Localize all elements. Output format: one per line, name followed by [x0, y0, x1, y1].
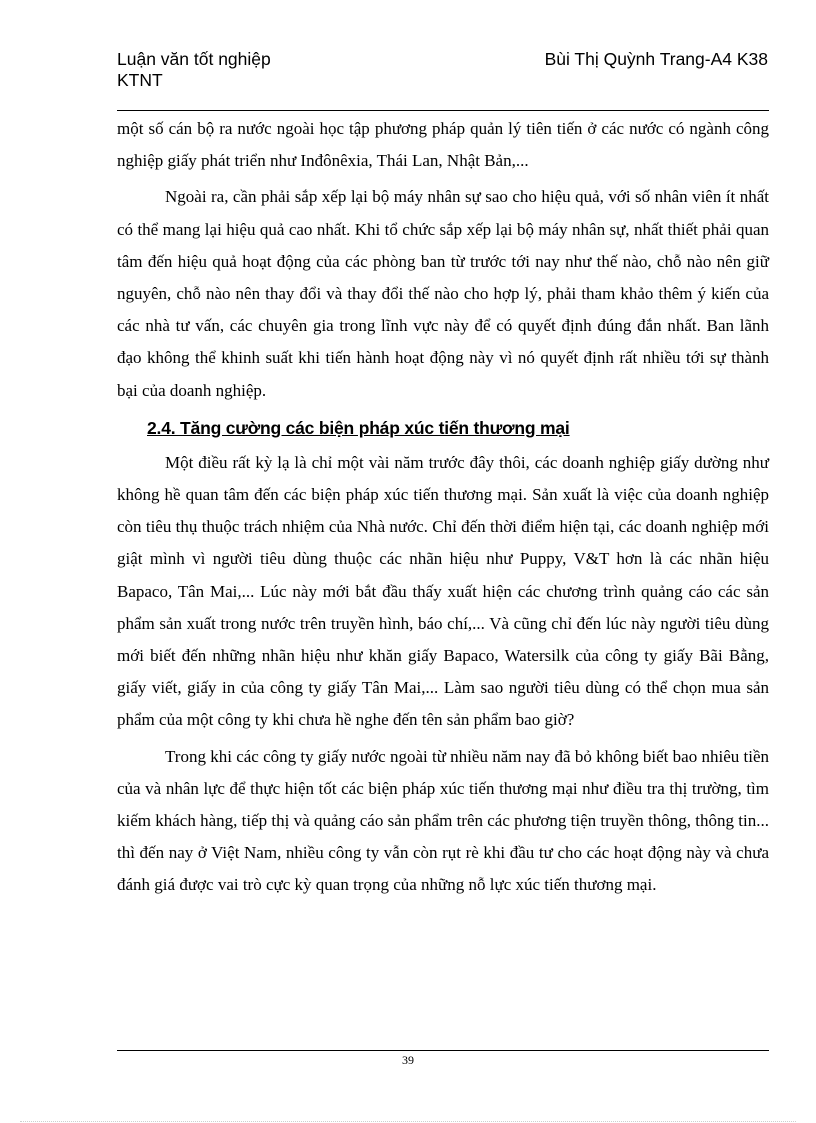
paragraph-personnel: Ngoài ra, cần phải sắp xếp lại bộ máy nhân sự sao cho hiệu quả, với số nhân viên ít nhất có thể mang lại hiệu quả cao nhất. Khi tổ chức sắp xếp lại bộ máy nhân sự, nhất thiết phải quan tâm đến hiệu quả hoạt động của các phòng ban từ trước tới nay như thế nào, chỗ nào nên giữ nguyên, chỗ nào nên thay đổi và thay đổi thế nào cho hợp lý, phải tham khảo thêm ý kiến của các nhà tư vấn, các chuyên gia trong lĩnh vực này để có quyết định đúng đắn nhất. Ban lãnh đạo không thể khinh suất khi tiến hành hoạt động này vì nó quyết định rất nhiều tới sự thành bại của doanh nghiệp. — [117, 187, 769, 400]
header-left — [117, 49, 377, 91]
header-faculty: KTNT — [117, 70, 163, 90]
body-text — [117, 113, 769, 902]
section-heading: 2.4. Tăng cường các biện pháp xúc tiến thương mại — [147, 417, 570, 438]
paragraph-foreign-companies: Trong khi các công ty giấy nước ngoài từ nhiều năm nay đã bỏ không biết bao nhiêu tiền của và nhân lực để thực hiện tốt các biện pháp xúc tiến thương mại như điều tra thị trường, tìm kiếm khách hàng, tiếp thị và quảng cáo sản phẩm trên các phương tiện truyền thông, thông tin... thì đến nay ở Việt Nam, nhiều công ty vẫn còn rụt rè khi đầu tư cho các hoạt động này và chưa đánh giá được vai trò cực kỳ quan trọng của những nỗ lực xúc tiến thương mại. — [117, 746, 769, 895]
footer-divider — [117, 1050, 769, 1051]
page-edge — [20, 1121, 796, 1122]
page-number: 39 — [402, 1053, 414, 1067]
header-author: Bùi Thị Quỳnh Trang-A4 K38 — [544, 49, 768, 69]
header-divider — [117, 110, 769, 111]
header-thesis-title: Luận văn tốt nghiệp — [117, 49, 271, 69]
paragraph-continuation: một số cán bộ ra nước ngoài học tập phương pháp quản lý tiên tiến ở các nước có ngành công nghiệp giấy phát triển như Inđônêxia, Thái Lan, Nhật Bản,... — [117, 119, 769, 171]
paragraph-trade-promotion: Một điều rất kỳ lạ là chỉ một vài năm trước đây thôi, các doanh nghiệp giấy dường như không hề quan tâm đến các biện pháp xúc tiến thương mại. Sản xuất là việc của doanh nghiệp còn tiêu thụ thuộc trách nhiệm của Nhà nước. Chỉ đến thời điểm hiện tại, các doanh nghiệp mới giật mình vì người tiêu dùng thuộc các nhãn hiệu như Puppy, V&T hơn là các nhãn hiệu Bapaco, Tân Mai,... Lúc này mới bắt đầu thấy xuất hiện các chương trình quảng cáo các sản phẩm sản xuất trong nước trên truyền hình, báo chí,... Và cũng chỉ đến lúc này người tiêu dùng mới biết đến những nhãn hiệu như khăn giấy Bapaco, Watersilk của công ty giấy Bãi Bằng, giấy viết, giấy in của công ty giấy Tân Mai,... Làm sao người tiêu dùng có thể chọn mua sản phẩm của một công ty khi chưa hề nghe đến tên sản phẩm bao giờ? — [117, 452, 769, 730]
